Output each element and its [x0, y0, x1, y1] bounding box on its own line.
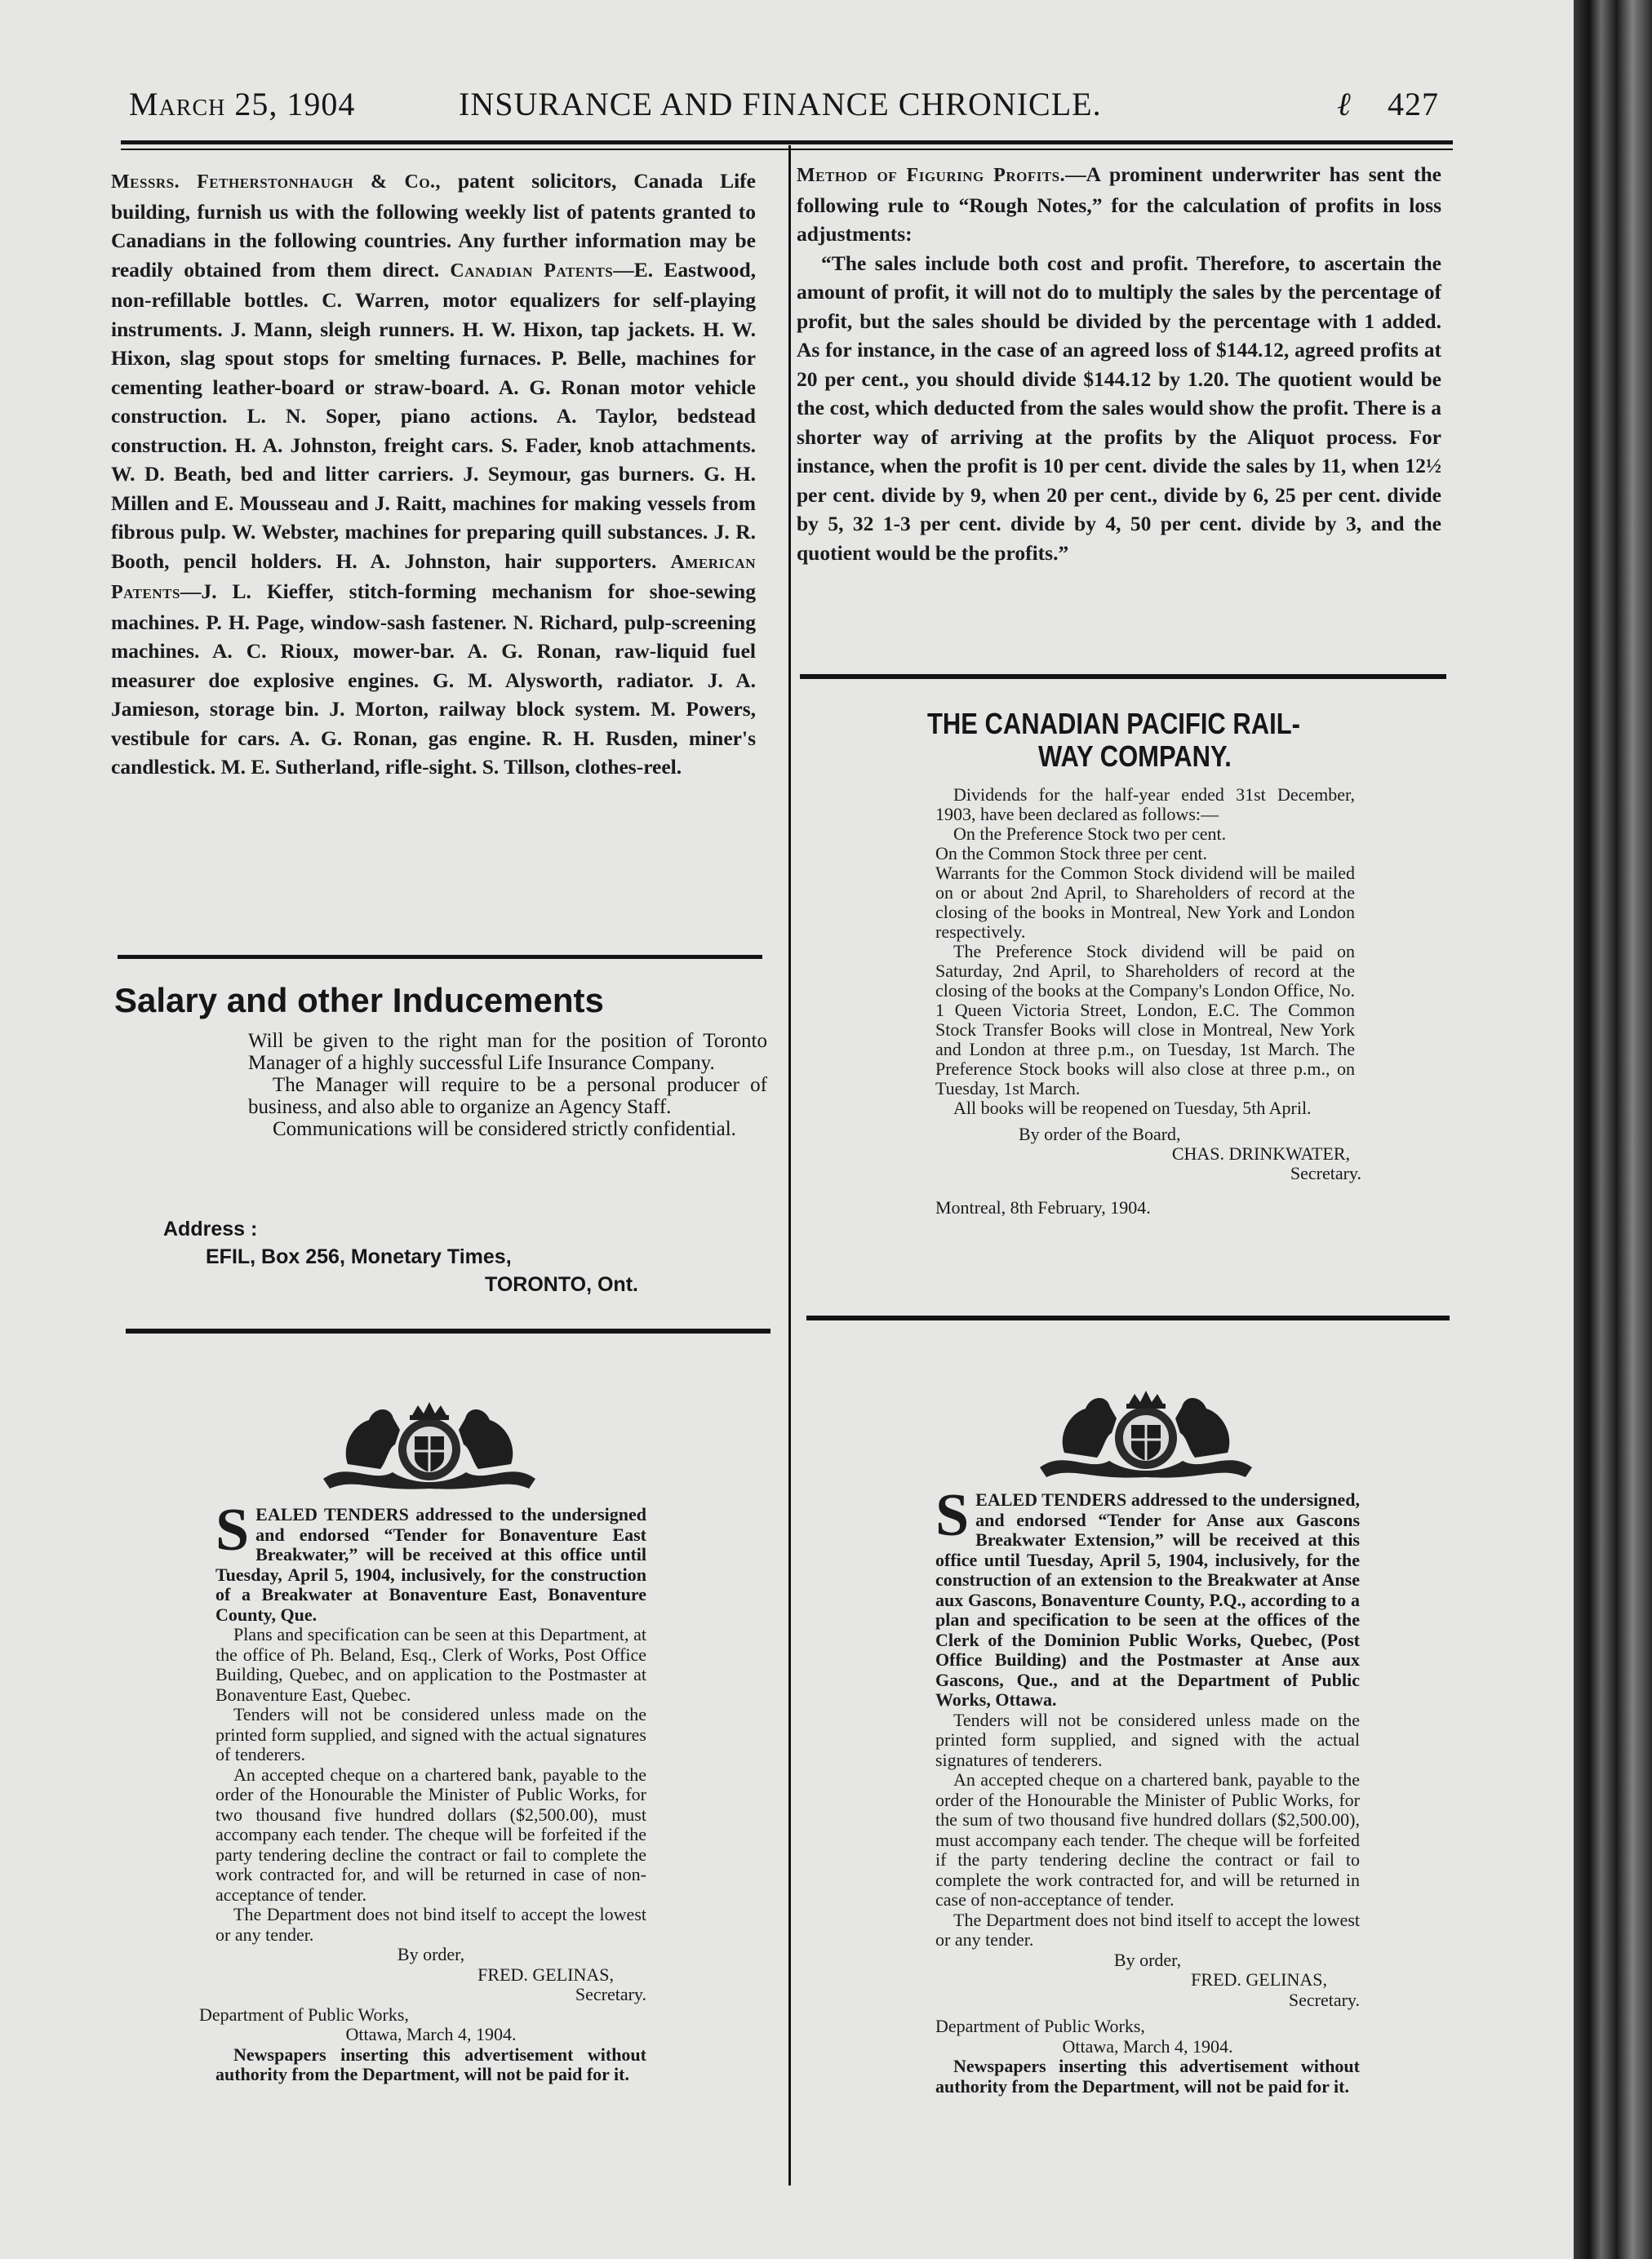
tender-left-p1-text: EALED TENDERS addressed to the undersigned and endorsed “Tender for Bonaventure East Breakwater,” will be received at this office until Tuesday, April 5, 1904, inclusively, for the construction of a Breakwater at Bonaventure East, Bonaventure County, Que.: [215, 1504, 646, 1625]
cpr-p2: On the Preference Stock two per cent.: [953, 823, 1227, 844]
tender-left-order: By order,: [397, 1944, 465, 1964]
cpr-ad-body: [935, 784, 1361, 1218]
canadian-patents-list: —E. Eastwood, non-refillable bottles. C. Warren, motor equalizers for self-playing instruments. J. Mann, sleigh runners. H. W. Hixon, tap jackets. H. W. Hixon, slag spout stops for smelting furnaces. P. Belle, machines for cementing leather-board or straw-board. A. G. Ronan motor vehicle construction. L. N. Soper, piano actions. A. Taylor, bedstead construction. H. A. Johnston, freight cars. S. Fader, knob attachments. W. D. Beath, bed and litter carriers. J. Seymour, gas burners. G. H. Millen and E. Mousseau and J. Raitt, machines for making vessels from fibrous pulp. W. Webster, machines for preparing quill substances. J. R. Booth, pencil holders. H. A. Johnston, hair supporters.: [111, 257, 756, 573]
patents-body: patent solicitors, Canada Life building, furnish us with the following weekly list of patents granted to Canadians in the following countries. Any further information may be readily obtained from them direct.: [111, 169, 756, 282]
salary-ad-body: [248, 1030, 767, 1140]
coat-of-arms-icon: [1032, 1386, 1260, 1482]
column-divider: [788, 145, 791, 2186]
coat-of-arms-icon: [315, 1397, 544, 1493]
tender-right-p4: The Department does not bind itself to accept the lowest or any tender.: [935, 1909, 1360, 1950]
tender-left-p1: [215, 1497, 646, 1625]
profits-article: [797, 160, 1441, 567]
tender-left-notice: Newspapers inserting this advertisement without authority from the Department, will not be paid for it.: [215, 2044, 646, 2084]
tender-right-date: Ottawa, March 4, 1904.: [1062, 2035, 1233, 2057]
section-rule-left-2: [126, 1329, 770, 1334]
cpr-p4: Warrants for the Common Stock dividend will be mailed on or about 2nd April, to Shareholders of record at the closing of the books in Montreal, New York and London respectively.: [935, 863, 1355, 942]
salary-ad-address-line: EFIL, Box 256, Monetary Times,: [206, 1245, 512, 1268]
tender-right-p1-text: EALED TENDERS addressed to the undersigned, and endorsed “Tender for Anse aux Gascons Breakwater Extension,” will be received at this office until Tuesday, April 5, 1904, inclusively, for the construction of an extension to the Breakwater at Anse aux Gascons, Bonaventure County, P.Q., according to a plan and specification to be seen at the offices of the Clerk of the Dominion Public Works, Quebec, (Post Office Building) and the Postmaster at Anse aux Gascons, Que., and at the Department of Public Works, Ottawa.: [935, 1489, 1360, 1710]
header-title: INSURANCE AND FINANCE CHRONICLE.: [459, 86, 1102, 122]
section-rule-right-2: [806, 1316, 1450, 1320]
header-mark: ℓ: [1337, 86, 1352, 122]
profits-intro-para: [797, 160, 1441, 249]
american-patents-list: —J. L. Kieffer, stitch-forming mechanism for shoe-sewing machines. P. H. Page, window-sash fastener. N. Richard, pulp-screening machines. A. C. Rioux, mower-bar. A. G. Ronan, raw-liquid fuel measurer doe explosive engines. G. M. Alysworth, radiator. J. A. Jamieson, storage bin. J. Morton, railway block system. M. Powers, vestibule for cars. A. G. Ronan, gas engine. R. H. Rusden, miner's candlestick. M. E. Sutherland, rifle-sight. S. Tillson, clothes-reel.: [111, 579, 756, 779]
tender-left-signer: FRED. GELINAS,: [477, 1964, 614, 1985]
cpr-p1: Dividends for the half-year ended 31st December, 1903, have been declared as follows:—: [935, 784, 1355, 824]
tender-right-order: By order,: [1113, 1949, 1182, 1970]
tender-right-signer-title: Secretary.: [1288, 1989, 1360, 2010]
salary-ad-p3: Communications will be considered strictly confidential.: [273, 1118, 736, 1140]
tender-left-p2: Plans and specification can be seen at this Department, at the office of Ph. Beland, Esq., Clerk of Works, Post Office Building, Quebec, and on application to the Postmaster at Bonaventure East, Quebec.: [215, 1624, 646, 1705]
tender-left-p4: An accepted cheque on a chartered bank, payable to the order of the Honourable the Minister of Public Works, for two thousand five hundred dollars ($2,500.00), must accompany each tender. The cheque will be forfeited if the party tendering decline the contract or fail to complete the work contracted for, and will be returned in case of non-acceptance of tender.: [215, 1764, 646, 1905]
tender-right: [935, 1482, 1360, 2097]
canadian-patents-label: Canadian Patents: [450, 260, 614, 282]
tender-right-notice: Newspapers inserting this advertisement without authority from the Department, will not be paid for it.: [935, 2056, 1360, 2097]
patents-lead: Messrs. Fetherstonhaugh & Co.,: [111, 171, 442, 193]
cpr-signer: CHAS. DRINKWATER,: [1171, 1143, 1350, 1164]
cpr-order: By order of the Board,: [1019, 1124, 1181, 1144]
tender-left-dept: Department of Public Works,: [199, 2004, 409, 2025]
cpr-signer-title: Secretary.: [1290, 1163, 1361, 1183]
cpr-p3: On the Common Stock three per cent.: [935, 843, 1207, 863]
book-gutter: [1574, 0, 1652, 2259]
tender-right-dept: Department of Public Works,: [935, 2016, 1145, 2036]
header-rule-thin: [121, 149, 1453, 150]
cpr-place-date: Montreal, 8th February, 1904.: [935, 1197, 1151, 1218]
tender-left-date: Ottawa, March 4, 1904.: [345, 2024, 517, 2044]
american-patents-label: American Patents: [111, 551, 756, 603]
tender-left-p5: The Department does not bind itself to accept the lowest or any tender.: [215, 1904, 646, 1945]
salary-ad-p2: The Manager will require to be a personal producer of business, and also able to organize an Agency Staff.: [248, 1074, 767, 1118]
section-rule-right-1: [800, 674, 1446, 679]
tender-left-signer-title: Secretary.: [575, 1984, 646, 2004]
cpr-p5: The Preference Stock dividend will be paid on Saturday, 2nd April, to Shareholders of record at the closing of the books at the Company's London Office, No. 1 Queen Victoria Street, London, E.C. The Common Stock Transfer Books will close in Montreal, New York and London at three p.m., on Tuesday, 1st March. The Preference Stock books will also close at three p.m., on Tuesday, 1st March.: [935, 941, 1355, 1098]
tender-left-dropcap: S: [215, 1497, 250, 1564]
header-date: March 25, 1904: [129, 86, 356, 122]
cpr-title-line1: THE CANADIAN PACIFIC RAIL-: [927, 707, 1300, 740]
tender-right-signer: FRED. GELINAS,: [1191, 1969, 1327, 1990]
patents-article: [111, 166, 756, 782]
tender-right-p3: An accepted cheque on a chartered bank, payable to the order of the Honourable the Minister of Public Works, for the sum of two thousand five hundred dollars ($2,500.00), must accompany each tender. The cheque will be forfeited if the party tendering decline the contract or fail to complete the work contracted for, and will be returned in case of non-acceptance of tender.: [935, 1769, 1360, 1910]
salary-ad-title: Salary and other Inducements: [114, 981, 604, 1019]
profits-intro: —A prominent underwriter has sent the following rule to “Rough Notes,” for the calculation of profits in loss adjustments:: [797, 162, 1441, 246]
section-rule-left-1: [118, 955, 762, 959]
tender-right-p2: Tenders will not be considered unless made on the printed form supplied, and signed with the actual signatures of tenderers.: [935, 1709, 1360, 1770]
cpr-title-line2: WAY COMPANY.: [1038, 739, 1232, 773]
tender-right-p1: [935, 1482, 1360, 1711]
tender-left: [199, 1497, 646, 2085]
cpr-p6: All books will be reopened on Tuesday, 5th April.: [953, 1098, 1312, 1118]
tender-left-p3: Tenders will not be considered unless made on the printed form supplied, and signed with the actual signatures of tenderers.: [215, 1704, 646, 1764]
salary-ad-address-label: Address :: [163, 1218, 258, 1240]
header-page-number: 427: [1388, 86, 1439, 122]
tender-right-dropcap: S: [935, 1482, 970, 1549]
profits-quote: “The sales include both cost and profit. Therefore, to ascertain the amount of profit, it will not do to multiply the sales by the percentage of profit, but the sales should be divided by the percentage with 1 added. As for instance, in the case of an agreed loss of $144.12, agreed profits at 20 per cent., you should divide $144.12 by 1.20. The quotient would be the cost, which deducted from the sales would show the profit. There is a shorter way of arriving at the profits by the Aliquot process. For instance, when the profit is 10 per cent. divide the sales by 11, when 12½ per cent. divide by 9, when 20 per cent., divide by 6, 25 per cent. divide by 5, 32 1-3 per cent. divide by 4, 50 per cent. divide by 3, and the quotient would be the profits.”: [797, 251, 1441, 565]
salary-ad-address-city: TORONTO, Ont.: [485, 1273, 638, 1296]
header-rule: [121, 140, 1453, 144]
profits-lead: Method of Figuring Profits.: [797, 165, 1066, 186]
salary-ad-p1: Will be given to the right man for the position of Toronto Manager of a highly successful Life Insurance Company.: [248, 1030, 767, 1074]
